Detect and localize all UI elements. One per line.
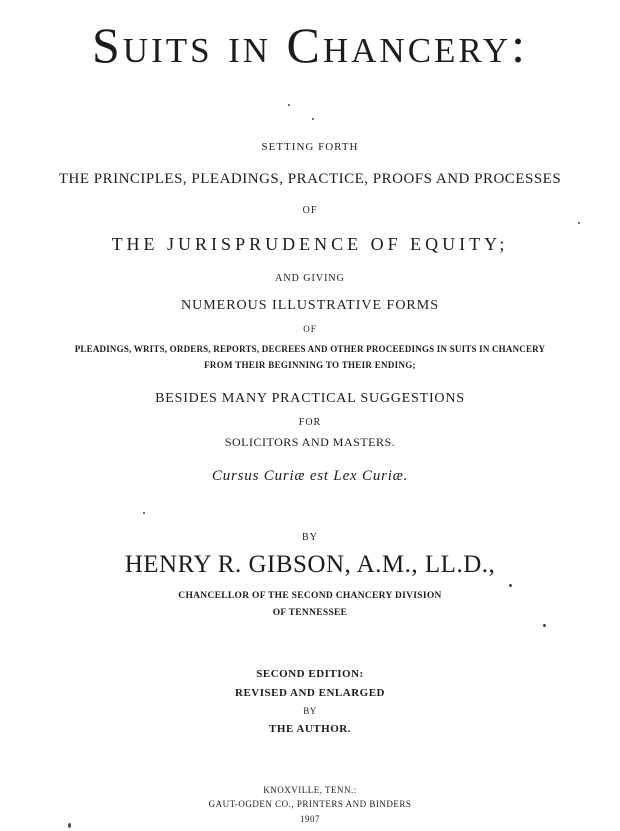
by-text-2: BY (303, 706, 317, 716)
scan-speck (543, 624, 546, 627)
author-position-line-1: CHANCELLOR OF THE SECOND CHANCERY DIVISION (178, 591, 442, 601)
scan-speck (312, 118, 314, 120)
revised-text: REVISED AND ENLARGED (235, 687, 385, 699)
scan-speck (68, 823, 71, 828)
author-name: HENRY R. GIBSON, A.M., LL.D., (124, 551, 496, 578)
pleadings-line-2: FROM THEIR BEGINNING TO THEIR ENDING; (204, 360, 416, 370)
jurisprudence-text: THE JURISPRUDENCE OF EQUITY; (111, 234, 509, 254)
scan-speck (509, 584, 512, 587)
latin-motto: Cursus Curiæ est Lex Curiæ. (211, 468, 409, 484)
author-position-line-2: OF TENNESSEE (272, 608, 348, 618)
edition-text: SECOND EDITION: (256, 668, 364, 680)
scan-speck (288, 104, 290, 106)
of-text-2: OF (303, 324, 317, 334)
scan-speck (578, 222, 580, 224)
publication-year: 1907 (300, 814, 320, 824)
principles-text: THE PRINCIPLES, PLEADINGS, PRACTICE, PROOFS AND PROCESSES (58, 171, 562, 187)
publisher-place: KNOXVILLE, TENN.: (263, 785, 357, 795)
practical-suggestions-text: BESIDES MANY PRACTICAL SUGGESTIONS (155, 391, 465, 406)
for-text: FOR (298, 417, 322, 428)
book-title: Suits in Chancery: (92, 17, 528, 73)
of-text-1: OF (302, 205, 318, 216)
by-text-1: BY (302, 532, 318, 543)
solicitors-text: SOLICITORS AND MASTERS. (224, 435, 396, 449)
scan-speck (143, 512, 145, 514)
and-giving-text: AND GIVING (275, 273, 345, 284)
the-author-text: THE AUTHOR. (269, 723, 351, 735)
setting-forth-text: SETTING FORTH (261, 141, 359, 153)
pleadings-line-1: PLEADINGS, WRITS, ORDERS, REPORTS, DECREES AND OTHER PROCEEDINGS IN SUITS IN CHANCERY (74, 344, 546, 354)
publisher-name: GAUT-OGDEN CO., PRINTERS AND BINDERS (208, 799, 412, 809)
illustrative-forms-text: NUMEROUS ILLUSTRATIVE FORMS (180, 298, 440, 313)
